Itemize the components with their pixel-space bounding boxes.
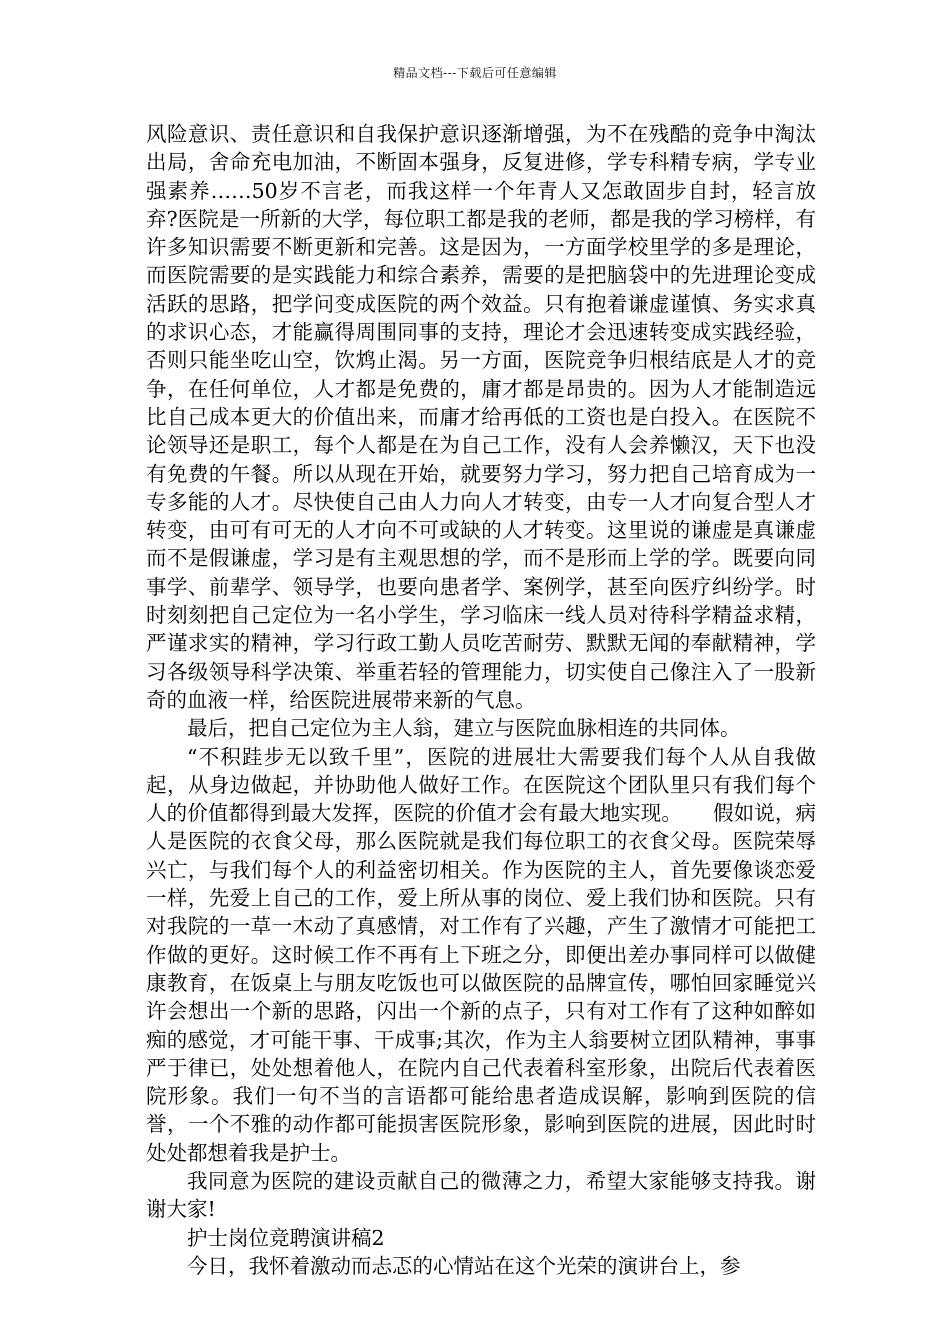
paragraph-teamwork: “不积跬步无以致千里”，医院的进展壮大需要我们每个人从自我做起，从身边做起，并协助他人做好工作。在医院这个团队里只有我们每个人的价值都得到最大发挥，医院的价值才会有最大地实现。 假如说，病人是医院的衣食父母，那么医院就是我们每位职工的衣食父母。医院荣辱兴亡，与我们每个人的利益密切相关。作为医院的主人，首先要像谈恋爱一样，先爱上自己的工作，爱上所从事的岗位、爱上我们协和医院。只有对我院的一草一木动了真感情，对工作有了兴趣，产生了激情才可能把工作做的更好。这时候工作不再有上下班之分，即便出差办事同样可以做健康教育，在饭桌上与朋友吃饭也可以做医院的品牌宣传，哪怕回家睡觉兴许会想出一个新的思路，闪出一个新的点子，只有对工作有了这种如醉如痴的感觉，才可能干事、干成事;其次，作为主人翁要树立团队精神，事事严于律已，处处想着他人，在院内自己代表着科室形象，出院后代表着医院形象。我们一句不当的言语都可能给患者造成误解，影响到医院的信誉，一个不雅的动作都可能损害医院形象，影响到医院的进展，因此时时处处都想着我是护士。: [146, 744, 816, 1165]
paragraph-closing: 我同意为医院的建设贡献自己的微薄之力，希望大家能够支持我。谢谢大家!: [146, 1168, 816, 1222]
speech-title: 护士岗位竞聘演讲稿2: [187, 1225, 385, 1250]
paragraph-owner-heading: 最后，把自己定位为主人翁，建立与医院血脉相连的共同体。: [187, 716, 741, 741]
paragraph-learning: 风险意识、责任意识和自我保护意识逐渐增强，为不在残酷的竞争中淘汰出局，舍命充电加油，不断固本强身，反复进修，学专科精专病，学专业强素养……50岁不言老，而我这样一个年青人又怎敢固步自封，轻言放弃?医院是一所新的大学，每位职工都是我的老师，都是我的学习榜样，有许多知识需要不断更新和完善。这是因为，一方面学校里学的多是理论，而医院需要的是实践能力和综合素养，需要的是把脑袋中的先进理论变成活跃的思路，把学问变成医院的两个效益。只有抱着谦虚谨慎、务实求真的求识心态，才能赢得周围同事的支持，理论才会迅速转变成实践经验，否则只能坐吃山空，饮鸩止渴。另一方面，医院竞争归根结底是人才的竞争，在任何单位，人才都是免费的，庸才都是昂贵的。因为人才能制造远比自己成本更大的价值出来，而庸才给再低的工资也是白投入。在医院不论领导还是职工，每个人都是在为自己工作，没有人会养懒汉，天下也没有免费的午餐。所以从现在开始，就要努力学习，努力把自己培育成为一专多能的人才。尽快使自己由人力向人才转变，由专一人才向复合型人才转变，由可有可无的人才向不可或缺的人才转变。这里说的谦虚是真谦虚而不是假谦虚，学习是有主观思想的学，而不是形而上学的学。既要向同事学、前辈学、领导学，也要向患者学、案例学，甚至向医疗纠纷学。时时刻刻把自己定位为一名小学生，学习临床一线人员对待科学精益求精，严谨求实的精神，学习行政工勤人员吃苦耐劳、默默无闻的奉献精神，学习各级领导科学决策、举重若轻的管理能力，切实使自己像注入了一股新奇的血液一样，给医院进展带来新的气息。: [146, 122, 816, 712]
paragraph-opening: 今日，我怀着激动而忐忑的心情站在这个光荣的演讲台上，参: [187, 1253, 741, 1278]
page-header: 精品文档---下载后可任意编辑: [393, 66, 557, 80]
document-body: [146, 120, 816, 1280]
